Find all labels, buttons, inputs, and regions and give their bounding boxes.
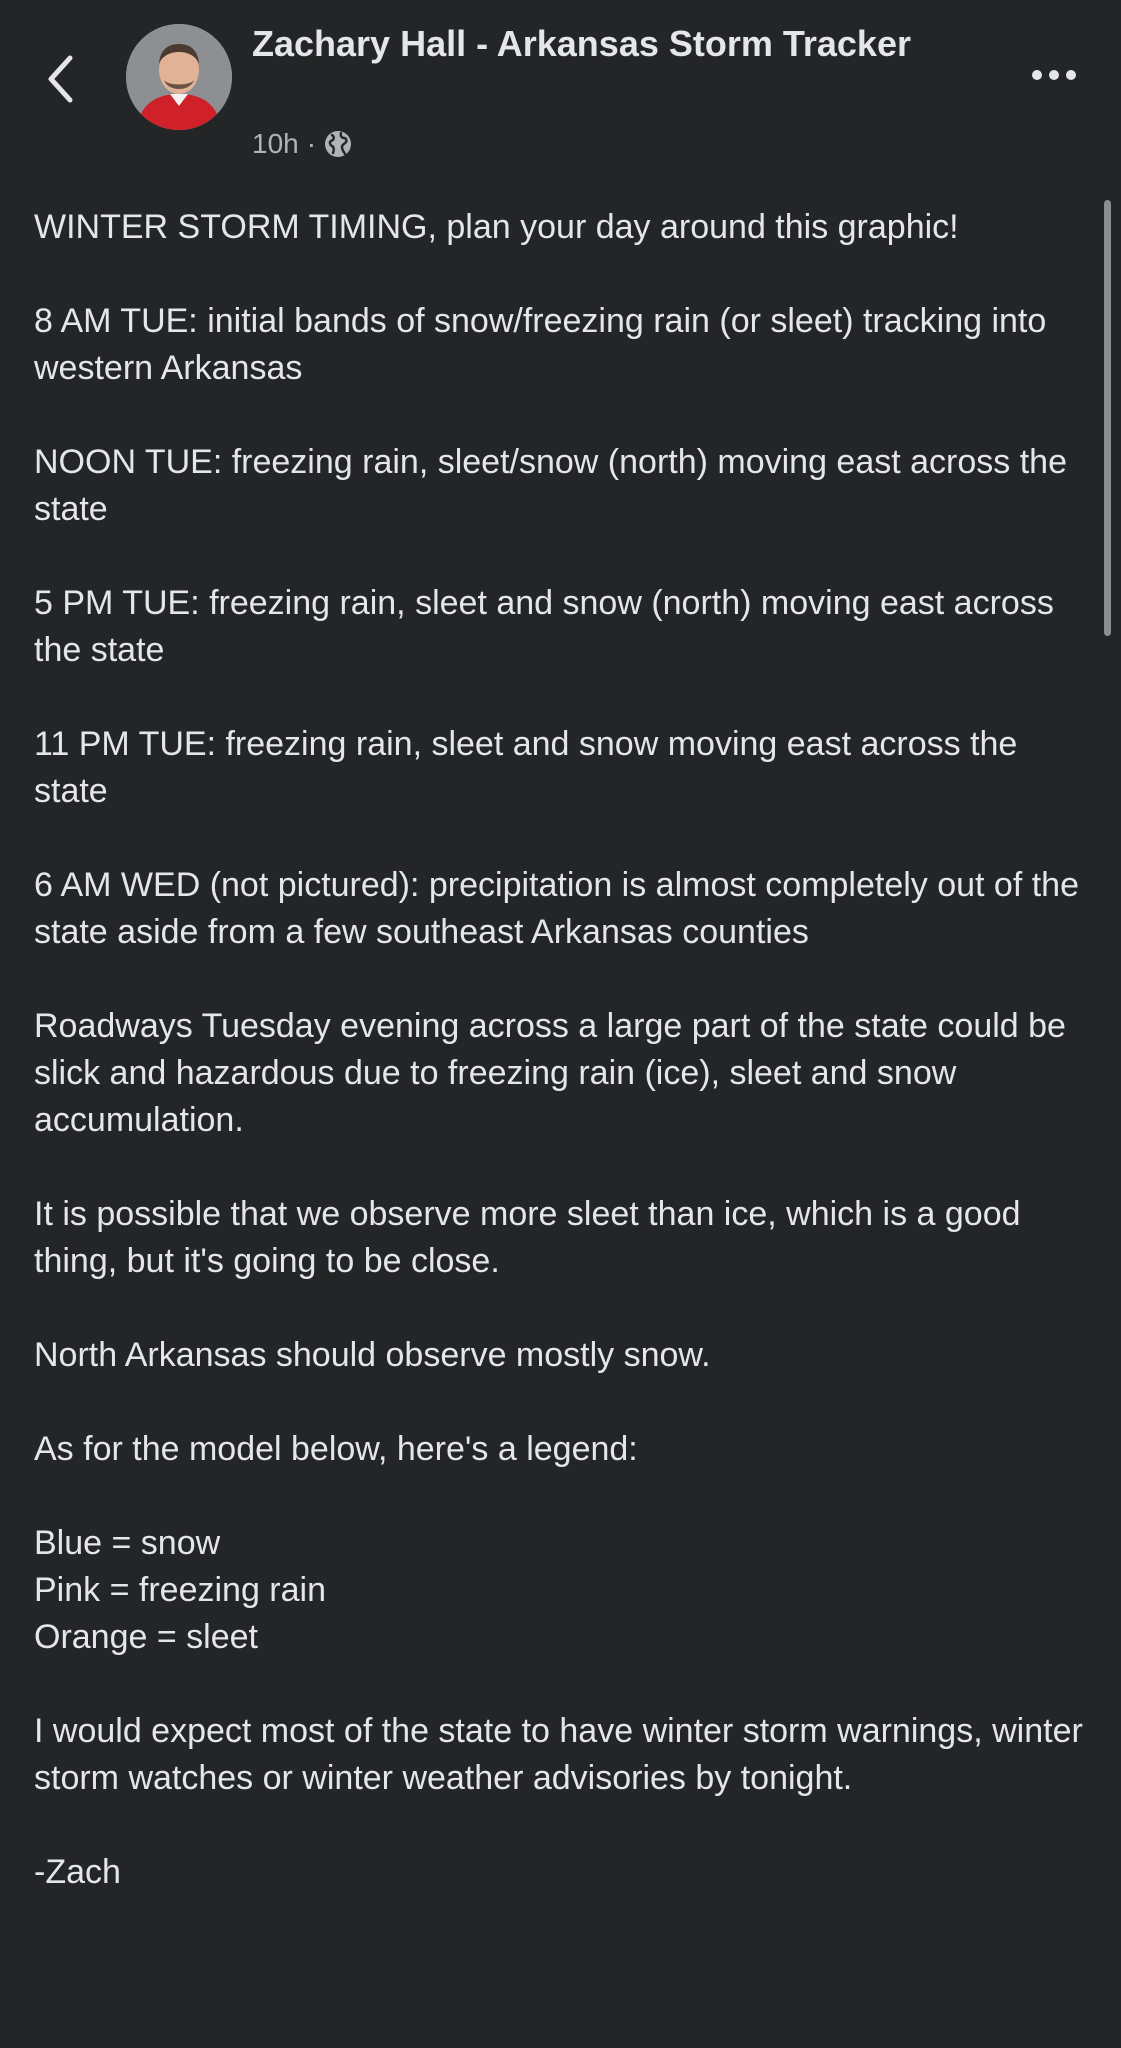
post-paragraph: NOON TUE: freezing rain, sleet/snow (north) moving east across the state bbox=[34, 443, 1067, 528]
post-paragraph: 5 PM TUE: freezing rain, sleet and snow (north) moving east across the state bbox=[34, 584, 1054, 669]
avatar-image bbox=[126, 24, 232, 130]
post-meta bbox=[252, 124, 352, 164]
post-paragraph: 8 AM TUE: initial bands of snow/freezing rain (or sleet) tracking into western Arkansas bbox=[34, 302, 1047, 387]
post-paragraph: WINTER STORM TIMING, plan your day around this graphic! bbox=[34, 208, 959, 246]
post-body bbox=[34, 204, 1084, 1896]
post-paragraph: North Arkansas should observe mostly snow. bbox=[34, 1336, 711, 1374]
post-paragraph: As for the model below, here's a legend: bbox=[34, 1430, 638, 1468]
back-button[interactable] bbox=[36, 44, 86, 114]
legend-item-freezing-rain: Pink = freezing rain bbox=[34, 1571, 326, 1609]
post-paragraph: 6 AM WED (not pictured): precipitation is almost completely out of the state aside from a few southeast Arkansas counties bbox=[34, 866, 1080, 951]
post-signature: -Zach bbox=[34, 1853, 121, 1891]
post-header bbox=[0, 0, 1121, 190]
globe-icon[interactable] bbox=[324, 130, 352, 158]
author-name[interactable]: Zachary Hall - Arkansas Storm Tracker bbox=[252, 23, 911, 64]
more-horizontal-icon bbox=[1032, 70, 1042, 80]
chevron-left-icon bbox=[46, 54, 76, 104]
more-horizontal-icon-dot bbox=[1049, 70, 1059, 80]
legend-item-snow: Blue = snow bbox=[34, 1524, 221, 1562]
post-paragraph: It is possible that we observe more sleet than ice, which is a good thing, but it's going to be close. bbox=[34, 1195, 1021, 1280]
scrollbar-thumb[interactable] bbox=[1104, 200, 1111, 636]
avatar[interactable] bbox=[126, 24, 232, 130]
post-paragraph: Roadways Tuesday evening across a large part of the state could be slick and hazardous due to freezing rain (ice), sleet and snow accumulation. bbox=[34, 1007, 1066, 1139]
legend-item-sleet: Orange = sleet bbox=[34, 1618, 258, 1656]
meta-separator: · bbox=[306, 128, 317, 159]
post-timestamp[interactable]: 10h bbox=[252, 128, 299, 159]
more-options-button[interactable] bbox=[1024, 60, 1084, 90]
post-paragraph: I would expect most of the state to have winter storm warnings, winter storm watches or winter weather advisories by tonight. bbox=[34, 1712, 1083, 1797]
post-paragraph: 11 PM TUE: freezing rain, sleet and snow moving east across the state bbox=[34, 725, 1018, 810]
more-horizontal-icon-dot bbox=[1066, 70, 1076, 80]
